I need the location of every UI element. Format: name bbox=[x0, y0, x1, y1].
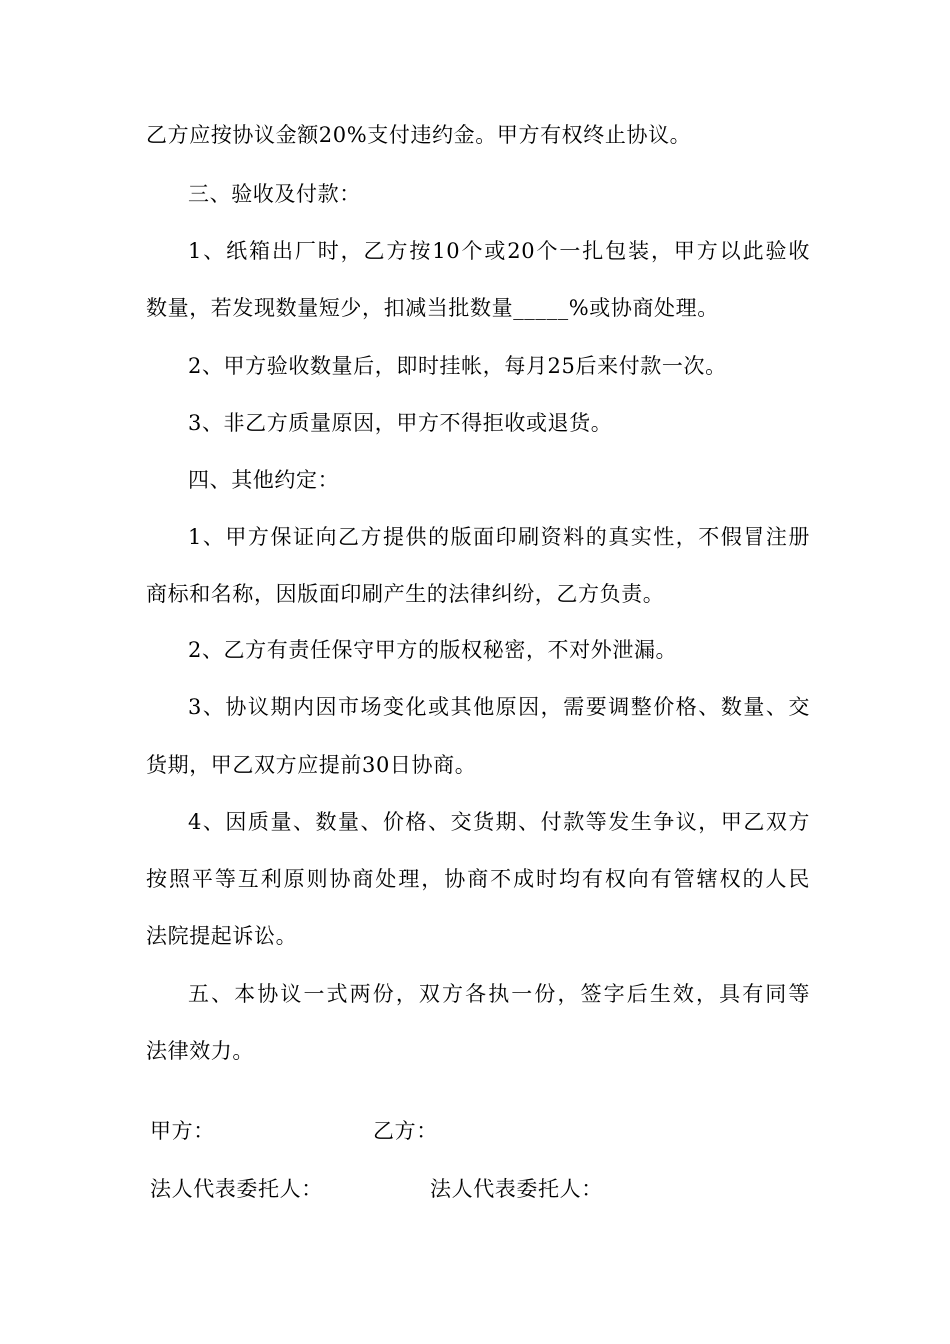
party-a-representative-label: 法人代表委托人： bbox=[150, 1177, 323, 1201]
clause-4-4-line-3: 法院提起诉讼。 bbox=[146, 924, 298, 948]
clause-4-4-line-2: 按照平等互利原则协商处理，协商不成时均有权向有管辖权的人民 bbox=[146, 867, 810, 891]
clause-4-2: 2、乙方有责任保守甲方的版权秘密，不对外泄漏。 bbox=[188, 638, 678, 662]
clause-4-1-line-1: 1、甲方保证向乙方提供的版面印刷资料的真实性，不假冒注册 bbox=[188, 525, 810, 549]
clause-3-2: 2、甲方验收数量后，即时挂帐，每月25后来付款一次。 bbox=[188, 354, 727, 378]
party-a-label: 甲方： bbox=[150, 1119, 215, 1143]
section-5-line-2: 法律效力。 bbox=[146, 1039, 254, 1063]
party-b-representative-label: 法人代表委托人： bbox=[430, 1177, 603, 1201]
clause-3-3: 3、非乙方质量原因，甲方不得拒收或退货。 bbox=[188, 411, 613, 435]
clause-4-3-line-2: 货期，甲乙双方应提前30日协商。 bbox=[146, 753, 477, 777]
section-heading-other-terms: 四、其他约定： bbox=[188, 468, 340, 492]
clause-4-3-line-1: 3、协议期内因市场变化或其他原因，需要调整价格、数量、交 bbox=[188, 695, 810, 719]
paragraph-penalty: 乙方应按协议金额20%支付违约金。甲方有权终止协议。 bbox=[146, 123, 692, 147]
clause-4-1-line-2: 商标和名称，因版面印刷产生的法律纠纷，乙方负责。 bbox=[146, 582, 665, 606]
section-5-line-1: 五、本协议一式两份，双方各执一份，签字后生效，具有同等 bbox=[188, 982, 810, 1006]
clause-3-1-line-2: 数量，若发现数量短少，扣减当批数量_____%或协商处理。 bbox=[146, 296, 719, 320]
party-b-label: 乙方： bbox=[373, 1119, 438, 1143]
section-heading-acceptance-payment: 三、验收及付款： bbox=[188, 182, 361, 206]
clause-4-4-line-1: 4、因质量、数量、价格、交货期、付款等发生争议，甲乙双方 bbox=[188, 810, 810, 834]
clause-3-1-line-1: 1、纸箱出厂时，乙方按10个或20个一扎包装，甲方以此验收 bbox=[188, 239, 810, 263]
